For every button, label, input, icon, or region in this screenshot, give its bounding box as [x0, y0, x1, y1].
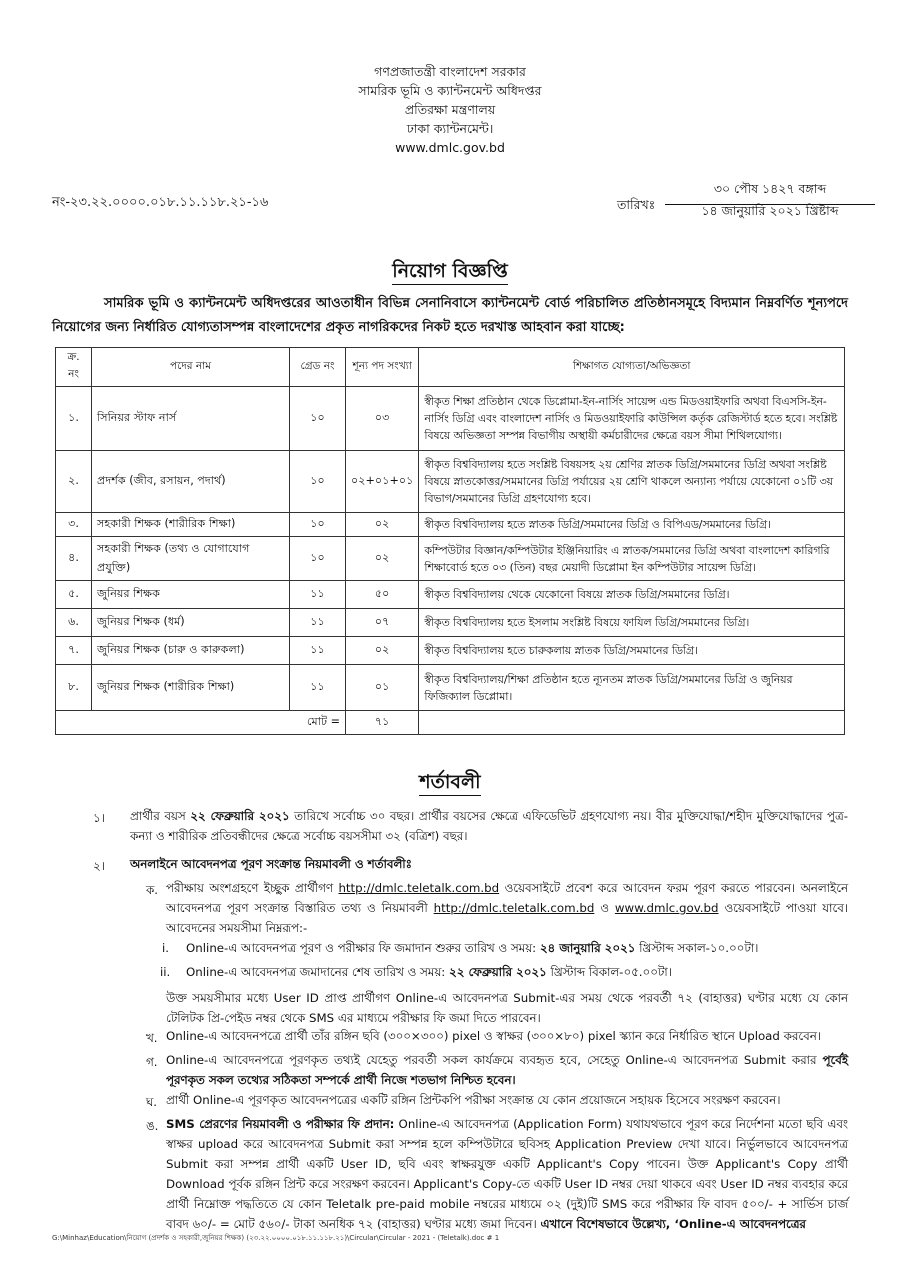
row-serial: ৮.: [56, 665, 92, 711]
row-post: সিনিয়র স্টাফ নার্স: [92, 387, 290, 451]
cond2-kha-number: খ.: [146, 1031, 158, 1045]
row-post: প্রদর্শক (জীব, রসায়ন, পদার্থ): [92, 451, 290, 513]
row-vacancy: ৫০: [346, 581, 419, 609]
table-row: [56, 609, 845, 637]
directorate-name: সামরিক ভূমি ও ক্যান্টনমেন্ট অধিদপ্তর: [358, 83, 542, 98]
cond2-uma-text: SMS প্রেরণের নিয়মাবলী ও পরীক্ষার ফি প্রদান: Online-এ আবেদনপত্র (Application Form) যথাযথভাবে পূরণ করে নির্দেশনা মতো ছবি এবং স্বাক্ষর upload করে আবেদনপত্র Submit করা সম্পন্ন হলে কম্পিউটারে ছবিসহ Application Preview দেখা যাবে। নির্ভুলভাবে আবেদনপত্র Submit করা সম্পন্ন প্রার্থী একটি User ID, ছবি এবং স্বাক্ষরযুক্ত একটি Applicant's Copy পাবেন। উক্ত Applicant's Copy প্রার্থী Download পূর্বক রঙ্গিন প্রিন্ট করে সংরক্ষণ করবেন। Applicant's Copy-তে একটি User ID নম্বর দেয়া থাকবে এবং User ID নম্বর ব্যবহার করে প্রার্থী নিম্নোক্ত পদ্ধতিতে যে কোন Teletalk pre-paid mobile নম্বরের মাধ্যমে ০২ (দুই)টি SMS করে পরীক্ষার ফি বাবদ ৫০০/- + সার্ভিস চার্জ বাবদ ৬০/- = মোট ৫৬০/- টাকা অনধিক ৭২ (বাহাত্তর) ঘণ্টার মধ্যে জমা দিবেন। এখানে বিশেষভাবে উল্লেখ্য, ‘Online-এ আবেদনপত্রের: [166, 1117, 848, 1231]
conditions-title: শর্তাবলী: [0, 768, 900, 800]
row-qualification: স্বীকৃত বিশ্ববিদ্যালয়/শিক্ষা প্রতিষ্ঠান হতে ন্যূনতম স্নাতক ডিগ্রি/সমমানের ডিগ্রি ও জুনিয়র ফিজিক্যাল ডিপ্লোমা।: [419, 665, 845, 711]
cond2-para: উক্ত সময়সীমার মধ্যে User ID প্রাপ্ত প্রার্থীগণ Online-এ আবেদনপত্র Submit-এর সময় থেকে পরবর্তী ৭২ (বাহাত্তর) ঘণ্টার মধ্যে যে কোন টেলিটক প্রি-পেইড নম্বর থেকে SMS এর মাধ্যমে পরীক্ষার ফি জমা দিতে পারবেন।: [166, 991, 848, 1025]
row-serial: ৪.: [56, 537, 92, 581]
table-row: [56, 581, 845, 609]
cond2-kha-text: Online-এ আবেদনপত্রে প্রার্থী তাঁর রঙ্গিন ছবি (৩০০×৩০০) pixel ও স্বাক্ষর (৩০০×৮০) pixel স্ক্যান করে নির্ধারিত স্থানে Upload করবেন।: [166, 1029, 821, 1043]
row-qualification: স্বীকৃত বিশ্ববিদ্যালয় হতে সংশ্লিষ্ট বিষয়সহ ২য় শ্রেণির স্নাতক ডিগ্রি/সমমানের ডিগ্রি অথবা সংশ্লিষ্ট বিষয়ে স্নাতকোত্তর/সমমানের ডিগ্রি পর্যায়ের ২য় শ্রেণি থাকলে অন্যান্য পর্যায়ে যেকোনো ০১টি ৩য় বিভাগ/সমমানের ডিগ্রি গ্রহণযোগ্য হবে।: [419, 451, 845, 513]
office-location: ঢাকা ক্যান্টনমেন্ট।: [406, 121, 494, 136]
cond1-number: ১।: [93, 811, 105, 825]
row-qualification: স্বীকৃত বিশ্ববিদ্যালয় হতে চারুকলায় স্নাতক ডিগ্রি/সমমানের ডিগ্রি।: [419, 637, 845, 665]
table-row: [56, 665, 845, 711]
cond2-gha-text: প্রার্থী Online-এ পূরণকৃত আবেদনপত্রের একটি রঙ্গিন প্রিন্টকপি পরীক্ষা সংক্রান্ত যে কোন প্রয়োজনে সহায়ক হিসেবে সংরক্ষণ করবেন।: [166, 1093, 781, 1107]
row-qualification: স্বীকৃত বিশ্ববিদ্যালয় হতে ইসলাম সংশ্লিষ্ট বিষয়ে ফাযিল ডিগ্রি/সমমানের ডিগ্রি।: [419, 609, 845, 637]
table-row: [56, 637, 845, 665]
ministry-name: প্রতিরক্ষা মন্ত্রণালয়: [404, 102, 496, 117]
row-serial: ২.: [56, 451, 92, 513]
col-serial: ক্র. নং: [56, 348, 92, 387]
cond2-gha-number: ঘ.: [146, 1095, 158, 1109]
row-serial: ৫.: [56, 581, 92, 609]
row-grade: ১০: [290, 537, 346, 581]
file-path-footer: G:\Minhaz\Education\নিয়োগ (প্রদর্শক ও সহকারী,জুনিয়র শিক্ষক) (২৩.২২.০০০০.০১৮.১১.১১৮.২১)\Circular\Circular - 2021 - (Teletalk).doc # 1: [52, 1234, 500, 1242]
cond2-number: ২।: [93, 859, 105, 873]
row-grade: ১০: [290, 387, 346, 451]
cond2-ga-number: গ.: [146, 1055, 158, 1069]
row-grade: ১১: [290, 665, 346, 711]
col-vacancy: শূন্য পদ সংখ্যা: [346, 348, 419, 387]
intro-paragraph: সামরিক ভূমি ও ক্যান্টনমেন্ট অধিদপ্তরের আওতাধীন বিভিন্ন সেনানিবাসে ক্যান্টনমেন্ট বোর্ড পরিচালিত প্রতিষ্ঠানসমূহে বিদ্যমান নিম্নবর্ণিত শূন্যপদে নিয়োগের জন্য নির্ধারিত যোগ্যতাসম্পন্ন বাংলাদেশের প্রকৃত নাগরিকদের নিকট হতে দরখাস্ত আহবান করা যাচ্ছে:: [52, 296, 848, 335]
cond2-i-number: i.: [162, 941, 170, 955]
table-row: [56, 387, 845, 451]
row-post: জুনিয়র শিক্ষক (চারু ও কারুকলা): [92, 637, 290, 665]
total-empty-cell: [419, 711, 845, 735]
row-post: জুনিয়র শিক্ষক (ধর্ম): [92, 609, 290, 637]
row-post: জুনিয়র শিক্ষক (শারীরিক শিক্ষা): [92, 665, 290, 711]
row-grade: ১০: [290, 513, 346, 537]
table-row: [56, 513, 845, 537]
table-header-row: [56, 348, 845, 387]
cond2-i-text: Online-এ আবেদনপত্র পূরণ ও পরীক্ষার ফি জমাদান শুরুর তারিখ ও সময়: ২৪ জানুয়ারি ২০২১ খ্রিস্টাব্দ সকাল-১০.০০টা।: [186, 941, 759, 955]
row-post: জুনিয়র শিক্ষক: [92, 581, 290, 609]
col-post: পদের নাম: [92, 348, 290, 387]
row-qualification: স্বীকৃত শিক্ষা প্রতিষ্ঠান থেকে ডিপ্লোমা-ইন-নার্সিং সায়েন্স এন্ড মিডওয়াইফারি অথবা বিএসসি-ইন-নার্সিং ডিগ্রি এবং বাংলাদেশ নার্সিং ও মিডওয়াইফারি কাউন্সিল কর্তৃক রেজিস্টার্ড হতে হবে। সংশ্লিষ্ট বিষয়ে অভিজ্ঞতা সম্পন্ন বিভাগীয় অস্থায়ী কর্মচারীদের ক্ষেত্রে বয়স সীমা শিথিলযোগ্য।: [419, 387, 845, 451]
total-label: মোট =: [56, 711, 346, 735]
cond2-heading: অনলাইনে আবেদনপত্র পূরণ সংক্রান্ত নিয়মাবলী ও শর্তাবলীঃ: [130, 857, 412, 871]
row-grade: ১১: [290, 609, 346, 637]
cond2-ka-number: ক.: [146, 883, 159, 897]
cond2-ii-number: ii.: [160, 965, 171, 979]
row-vacancy: ০২+০১+০১: [346, 451, 419, 513]
row-vacancy: ০২: [346, 537, 419, 581]
row-vacancy: ০১: [346, 665, 419, 711]
row-vacancy: ০৩: [346, 387, 419, 451]
row-qualification: স্বীকৃত বিশ্ববিদ্যালয় হতে স্নাতক ডিগ্রি/সমমানের ডিগ্রি ও বিপিএড/সমমানের ডিগ্রি।: [419, 513, 845, 537]
table-row: [56, 537, 845, 581]
row-vacancy: ০২: [346, 513, 419, 537]
cond2-ga-text: Online-এ আবেদনপত্রে পূরণকৃত তথ্যই যেহেতু পরবর্তী সকল কার্যক্রমে ব্যবহৃত হবে, সেহেতু Online-এ আবেদনপত্র Submit করার পূর্বেই পূরণকৃত সকল তথ্যের সঠিকতা সম্পর্কে প্রার্থী নিজে শতভাগ নিশ্চিত হবেন।: [166, 1053, 848, 1087]
total-row: [56, 711, 845, 735]
letterhead: [0, 62, 900, 157]
row-vacancy: ০২: [346, 637, 419, 665]
row-qualification: কম্পিউটার বিজ্ঞান/কম্পিউটার ইঞ্জিনিয়ারিং এ স্নাতক/সমমানের ডিগ্রি অথবা বাংলাদেশ কারিগরি শিক্ষাবোর্ড হতে ০৩ (তিন) বছর মেয়াদী ডিপ্লোমা ইন কম্পিউটার সায়েন্স ডিগ্রি।: [419, 537, 845, 581]
cond2-uma-number: ঙ.: [146, 1119, 159, 1133]
dmlc-link[interactable]: www.dmlc.gov.bd: [614, 901, 719, 915]
cond1-text: প্রার্থীর বয়স ২২ ফেব্রুয়ারি ২০২১ তারিখে সর্বোচ্চ ৩০ বছর। প্রার্থীর বয়সের ক্ষেত্রে এফিডেভিট গ্রহণযোগ্য নয়। বীর মুক্তিযোদ্ধা/শহীদ মুক্তিযোদ্ধাদের পুত্র-কন্যা ও শারীরিক প্রতিবন্ধীদের ক্ষেত্রে সর্বোচ্চ বয়সসীমা ৩২ (বত্রিশ) বছর।: [130, 809, 848, 843]
row-post: সহকারী শিক্ষক (তথ্য ও যোগাযোগ প্রযুক্তি): [92, 537, 290, 581]
total-value: ৭১: [346, 711, 419, 735]
row-vacancy: ০৭: [346, 609, 419, 637]
date-english: ১৪ জানুয়ারি ২০২১ খ্রিষ্টাব্দ: [701, 203, 839, 218]
row-serial: ৭.: [56, 637, 92, 665]
row-post: সহকারী শিক্ষক (শারীরিক শিক্ষা): [92, 513, 290, 537]
col-grade: গ্রেড নং: [290, 348, 346, 387]
notice-title: নিয়োগ বিজ্ঞপ্তি: [0, 257, 900, 289]
table-row: [56, 451, 845, 513]
row-serial: ৬.: [56, 609, 92, 637]
row-grade: ১১: [290, 581, 346, 609]
teletalk-link[interactable]: http://dmlc.teletalk.com.bd: [338, 881, 500, 895]
row-grade: ১১: [290, 637, 346, 665]
teletalk-link-2[interactable]: http://dmlc.teletalk.com.bd: [433, 901, 595, 915]
row-grade: ১০: [290, 451, 346, 513]
reference-number: নং-২৩.২২.০০০০.০১৮.১১.১১৮.২১-১৬: [52, 195, 269, 210]
date-label: তারিখঃ: [617, 197, 656, 212]
website-link[interactable]: www.dmlc.gov.bd: [395, 140, 505, 155]
govt-name: গণপ্রজাতন্ত্রী বাংলাদেশ সরকার: [374, 64, 526, 79]
cond2-ii-text: Online-এ আবেদনপত্র জমাদানের শেষ তারিখ ও সময়: ২২ ফেব্রুয়ারি ২০২১ খ্রিস্টাব্দ বিকাল-০৫.০০টা।: [186, 965, 672, 979]
row-serial: ১.: [56, 387, 92, 451]
vacancy-table: [55, 347, 845, 735]
row-serial: ৩.: [56, 513, 92, 537]
row-qualification: স্বীকৃত বিশ্ববিদ্যালয় থেকে যেকোনো বিষয়ে স্নাতক ডিগ্রি/সমমানের ডিগ্রি।: [419, 581, 845, 609]
cond2-ka-text: পরীক্ষায় অংশগ্রহণে ইচ্ছুক প্রার্থীগণ http://dmlc.teletalk.com.bd ওয়েবসাইটে প্রবেশ করে আবেদন ফরম পূরণ করতে পারবেন। অনলাইনে আবেদনপত্র পূরণ সংক্রান্ত বিস্তারিত তথ্য ও নিয়মাবলী http://dmlc.teletalk.com.bd ও www.dmlc.gov.bd ওয়েবসাইটে পাওয়া যাবে। আবেদনের সময়সীমা নিম্নরূপ:-: [166, 881, 848, 935]
col-qualification: শিক্ষাগত যোগ্যতা/অভিজ্ঞতা: [419, 348, 845, 387]
date-bangla: ৩০ পৌষ ১৪২৭ বঙ্গাব্দ: [665, 181, 875, 205]
